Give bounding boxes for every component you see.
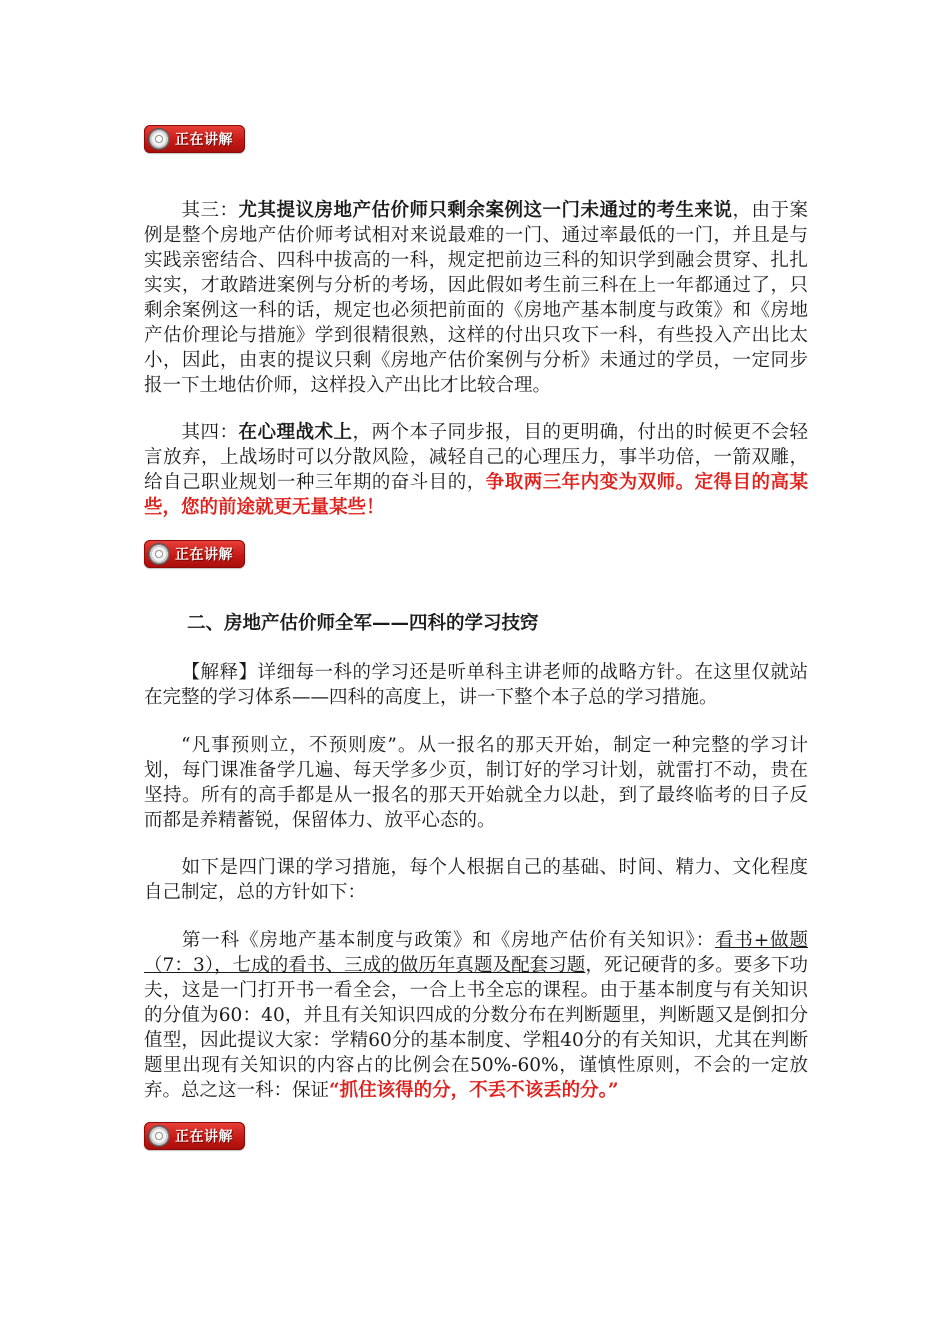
subject-lead: 第一科《房地产基本制度与政策》和《房地产估价有关知识》： bbox=[181, 930, 715, 951]
disc-icon bbox=[149, 129, 169, 149]
point-lead: 其四： bbox=[181, 422, 239, 443]
point-text: ，两个本子同步报，目的更明确，付出的时候更不会轻言放弃，上战场时可以分散风险，减轻自己的心理压力，事半功倍，一箭双雕，给自己职业规划一种三年期的奋斗目的， bbox=[144, 422, 808, 493]
paragraph-point-four bbox=[144, 420, 808, 520]
paragraph-planning bbox=[144, 733, 808, 833]
paragraph-methods-intro bbox=[144, 855, 808, 905]
methods-intro-text: 如下是四门课的学习措施，每个人根据自己的基础、时间、精力、文化程度自己制定，总的方针如下： bbox=[144, 857, 808, 903]
disc-icon bbox=[149, 1126, 169, 1146]
disc-icon bbox=[149, 544, 169, 564]
underlined-method: 看书+做题（7：3），七成的看书、三成的做历年真题及配套习题 bbox=[144, 930, 808, 976]
point-bold: 尤其提议房地产估价师只剩余案例这一门未通过的考生来说 bbox=[238, 200, 733, 221]
planning-text: “凡事预则立，不预则废”。从一报名的那天开始，制定一种完整的学习计划，每门课准备学几遍、每天学多少页，制订好的学习计划，就雷打不动，贵在坚持。所有的高手都是从一报名的那天开始就全力以赴，到了最终临考的日子反而都是养精蓄锐，保留体力、放平心态的。 bbox=[144, 735, 808, 831]
now-explaining-button-2[interactable] bbox=[144, 540, 245, 568]
subject-text: ，死记硬背的多。要多下功夫，这是一门打开书一看全会，一合上书全忘的课程。由于基本制度与有关知识的分值为60：40，并且有关知识四成的分数分布在判断题里，判断题又是倒扣分值型，因此提议大家：学精60分的基本制度、学粗40分的有关知识，尤其在判断题里出现有关知识的内容占的比例会在50%-60%，谨慎性原则，不会的一定放弃。总之这一科：保证 bbox=[144, 955, 808, 1101]
point-text: ，由于案例是整个房地产估价师考试相对来说最难的一门、通过率最低的一门，并且是与实践亲密结合、四科中拔高的一科，规定把前边三科的知识学到融会贯穿、扎扎实实，才敢踏进案例与分析的考场，因此假如考生前三科在上一年都通过了，只剩余案例这一科的话，规定也必须把前面的《房地产基本制度与政策》和《房地产估价理论与措施》学到很精很熟，这样的付出只攻下一科，有些投入产出比太小，因此，由衷的提议只剩《房地产估价案例与分析》未通过的学员，一定同步报一下土地估价师，这样投入产出比才比较合理。 bbox=[144, 200, 808, 396]
point-lead: 其三： bbox=[181, 200, 239, 221]
point-bold: 在心理战术上 bbox=[238, 422, 353, 443]
button-label: 正在讲解 bbox=[175, 132, 233, 148]
paragraph-first-subject bbox=[144, 928, 808, 1103]
paragraph-point-three bbox=[144, 198, 808, 398]
now-explaining-button-1[interactable] bbox=[144, 125, 245, 153]
section-heading: 二、房地产估价师全军——四科的学习技窍 bbox=[187, 613, 539, 634]
button-label: 正在讲解 bbox=[175, 547, 233, 563]
highlight-text: “抓住该得的分，不丢不该丢的分。” bbox=[329, 1080, 619, 1101]
button-label: 正在讲解 bbox=[175, 1129, 233, 1145]
paragraph-explanation bbox=[144, 660, 808, 710]
explanation-text: 【解释】详细每一科的学习还是听单科主讲老师的战略方针。在这里仅就站在完整的学习体系——四科的高度上，讲一下整个本子总的学习措施。 bbox=[144, 662, 808, 708]
now-explaining-button-3[interactable] bbox=[144, 1122, 245, 1150]
highlight-text: 争取两三年内变为双师。定得目的高某些，您的前途就更无量某些！ bbox=[144, 472, 808, 518]
